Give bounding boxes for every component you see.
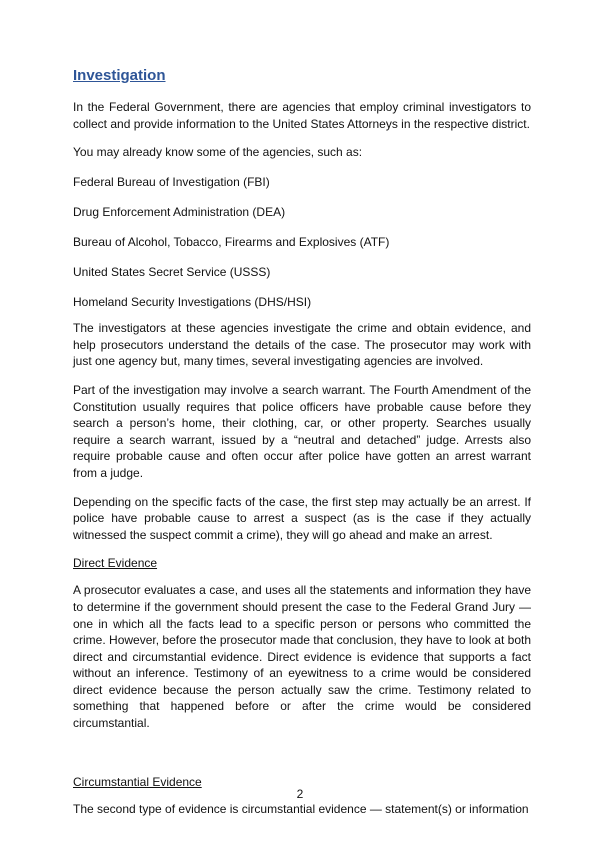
arrest-paragraph: Depending on the specific facts of the case, the first step may actually be an arrest. If police have probable cause to arrest a suspect (as is the case if they actually witnessed the suspect commit a crime), they will go ahead and make an arrest. — [73, 494, 531, 542]
direct-evidence-subheading: Direct Evidence — [73, 556, 158, 571]
page-number: 2 — [296, 787, 304, 801]
agency-item: Bureau of Alcohol, Tobacco, Firearms and Explosives (ATF) — [73, 235, 390, 250]
intro-paragraph: In the Federal Government, there are agencies that employ criminal investigators to collect and provide information to the United States Attorneys in the respective district. — [73, 100, 531, 131]
section-heading: Investigation — [73, 67, 166, 84]
page-content — [73, 66, 531, 829]
agency-item: Federal Bureau of Investigation (FBI) — [73, 175, 270, 190]
agencies-intro: You may already know some of the agencies, such as: — [73, 145, 363, 160]
search-warrant-paragraph: Part of the investigation may involve a search warrant. The Fourth Amendment of the Constitution usually requires that police officers have probable cause before they search a person’s home, their clothing, car, or other property. Searches usually require a search warrant, issued by a “neutral and detached” judge. Arrests also require probable cause and often occur after police have gotten an arrest warrant from a judge. — [73, 382, 531, 480]
agency-item: Homeland Security Investigations (DHS/HSI) — [73, 295, 312, 310]
agency-item: United States Secret Service (USSS) — [73, 265, 271, 280]
investigators-paragraph: The investigators at these agencies investigate the crime and obtain evidence, and help prosecutors understand the details of the case. The prosecutor may work with just one agency but, many times, several investigating agencies are involved. — [73, 321, 531, 369]
circumstantial-evidence-subheading: Circumstantial Evidence — [73, 774, 202, 789]
circumstantial-evidence-paragraph: The second type of evidence is circumstantial evidence — statement(s) or information — [73, 801, 529, 816]
spacer — [73, 744, 531, 774]
direct-evidence-paragraph: A prosecutor evaluates a case, and uses all the statements and information they have to determine if the government should present the case to the Federal Grand Jury — one in which all the facts lead to a specific person or persons who committed the crime. However, before the prosecutor made that conclusion, they have to look at both direct and circumstantial evidence. Direct evidence is evidence that supports a fact without an inference. Testimony of an eyewitness to a crime would be considered direct evidence because the person actually saw the crime. Testimony related to something that happened before or after the crime would be considered circumstantial. — [73, 583, 531, 731]
agency-item: Drug Enforcement Administration (DEA) — [73, 205, 286, 220]
